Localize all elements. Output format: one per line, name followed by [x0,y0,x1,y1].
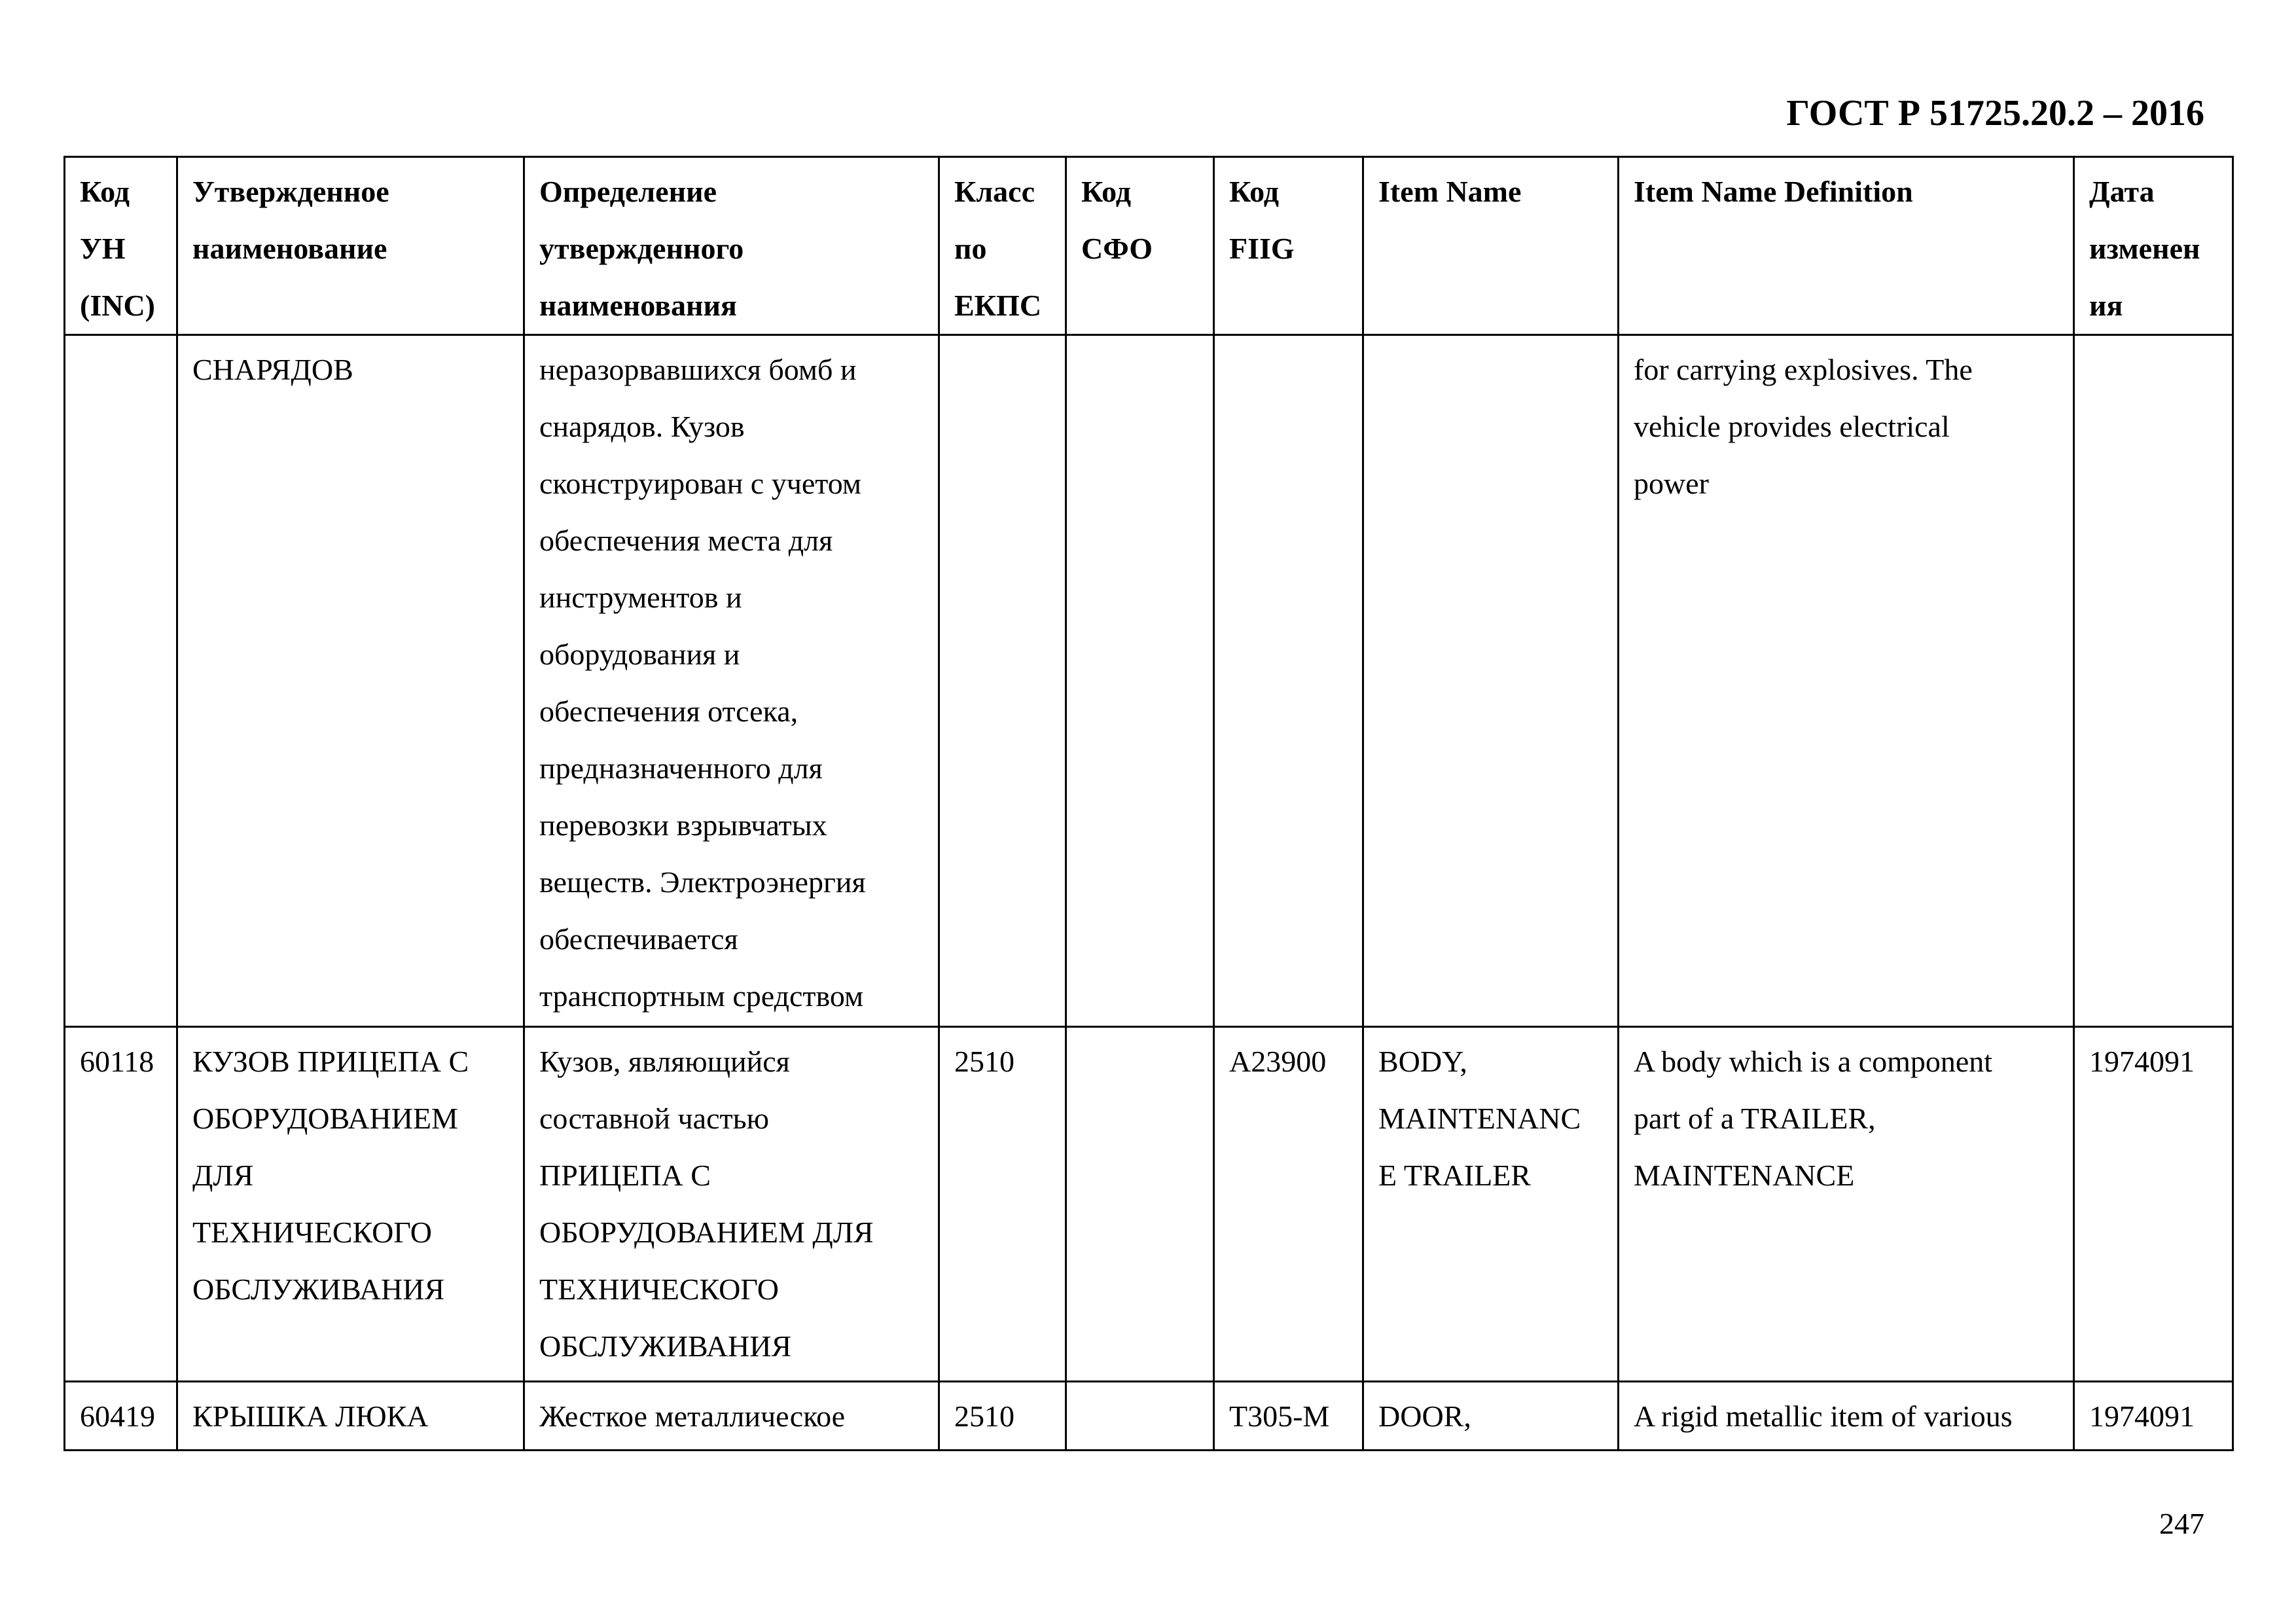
cell-change-date: 1974091 [2074,1382,2233,1451]
cell-inc: 60118 [65,1027,177,1382]
column-header-item-name: Item Name [1363,157,1619,335]
cell-definition: Жесткое металлическое [524,1382,939,1451]
standard-title: ГОСТ Р 51725.20.2 – 2016 [1786,93,2204,134]
cell-change-date [2074,335,2233,1027]
cell-sfo-code [1066,1027,1214,1382]
cell-approved-name: КРЫШКА ЛЮКА [177,1382,524,1451]
column-header-inc: Код УН (INC) [65,157,177,335]
cell-fiig-code: T305-M [1214,1382,1363,1451]
cell-item-name: BODY, MAINTENANC E TRAILER [1363,1027,1619,1382]
item-name-table [63,156,2234,1451]
cell-sfo-code [1066,1382,1214,1451]
cell-item-name-definition: A body which is a component part of a TRAILER, MAINTENANCE [1619,1027,2074,1382]
cell-inc: 60419 [65,1382,177,1451]
cell-inc [65,335,177,1027]
cell-item-name-definition: A rigid metallic item of various [1619,1382,2074,1451]
column-header-definition: Определение утвержденного наименования [524,157,939,335]
cell-definition: Кузов, являющийся составной частью ПРИЦЕПА С ОБОРУДОВАНИЕМ ДЛЯ ТЕХНИЧЕСКОГО ОБСЛУЖИВАНИЯ [524,1027,939,1382]
cell-definition: неразорвавшихся бомб и снарядов. Кузов сконструирован с учетом обеспечения места для инструментов и оборудования и обеспечения отсека, предназначенного для перевозки взрывчатых веществ. Электроэнергия обеспечивается транспортным средством [524,335,939,1027]
cell-change-date: 1974091 [2074,1027,2233,1382]
cell-item-name [1363,335,1619,1027]
column-header-item-name-definition: Item Name Definition [1619,157,2074,335]
cell-item-name: DOOR, [1363,1382,1619,1451]
column-header-sfo-code: Код СФО [1066,157,1214,335]
column-header-ekps-class: Класс по ЕКПС [939,157,1066,335]
cell-fiig-code: A23900 [1214,1027,1363,1382]
page-number: 247 [2159,1507,2204,1540]
cell-fiig-code [1214,335,1363,1027]
column-header-approved-name: Утвержденное наименование [177,157,524,335]
table-header-row [65,157,2233,335]
cell-approved-name: СНАРЯДОВ [177,335,524,1027]
cell-sfo-code [1066,335,1214,1027]
table-row [65,1382,2233,1451]
column-header-change-date: Дата изменен ия [2074,157,2233,335]
cell-ekps-class: 2510 [939,1027,1066,1382]
column-header-fiig-code: Код FIIG [1214,157,1363,335]
cell-item-name-definition: for carrying explosives. The vehicle provides electrical power [1619,335,2074,1027]
cell-ekps-class [939,335,1066,1027]
cell-ekps-class: 2510 [939,1382,1066,1451]
cell-approved-name: КУЗОВ ПРИЦЕПА С ОБОРУДОВАНИЕМ ДЛЯ ТЕХНИЧЕСКОГО ОБСЛУЖИВАНИЯ [177,1027,524,1382]
table-row [65,335,2233,1027]
table-row [65,1027,2233,1382]
